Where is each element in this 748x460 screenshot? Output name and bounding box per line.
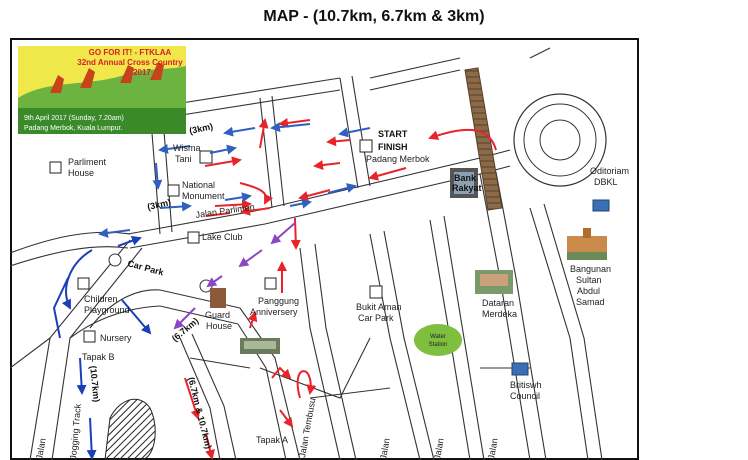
water-station-label-1: Water [430, 334, 446, 340]
label-nursery: Nursery [100, 333, 132, 343]
label-parliment: Parliment [68, 157, 107, 167]
label-finish: FINISH [378, 142, 408, 152]
parliament-house-marker [50, 162, 61, 173]
distance-3km-top: (3km) [188, 121, 214, 136]
dataran-merdeka-picture [475, 270, 513, 294]
label-lake-club: Lake Club [202, 232, 243, 242]
label-jalan-center: Jalan [378, 437, 392, 460]
small-roundabout-left [109, 254, 121, 266]
label-tapak-a: Tapak A [256, 435, 289, 445]
label-bukit-aman: Bukit Aman [356, 302, 402, 312]
label-dataran: Dataran [482, 298, 515, 308]
start-finish-marker [360, 140, 372, 152]
label-abdul: Abdul [577, 286, 601, 296]
label-bangunan: Bangunan [570, 264, 612, 274]
label-tapak-b: Tapak B [82, 352, 115, 362]
label-jalan-tembusu: Jalan Tembusu [297, 397, 318, 459]
label-children: Children [84, 294, 118, 304]
label-jalan-left: Jalan [34, 437, 48, 460]
label-anniversery: Anniversery [250, 307, 298, 317]
lake-club-marker [188, 232, 199, 243]
british-council-marker [512, 363, 528, 375]
children-playground-marker [78, 278, 89, 289]
label-padang-merbok: Padang Merbok [366, 154, 430, 164]
logo-venue: Padang Merbok, Kuala Lumpur. [24, 125, 123, 132]
label-monument: Monument [182, 191, 225, 201]
distance-6-7-10-7km: (6.7km & 10.7km) [186, 376, 214, 450]
label-guard: Guard [205, 310, 231, 320]
label-bukit-car-park: Car Park [358, 313, 394, 323]
label-car-park: Car Park [126, 258, 165, 278]
water-station-label-2: Station [428, 342, 448, 348]
national-monument-marker [168, 185, 179, 196]
distance-6-7km: (6.7km) [169, 315, 201, 344]
water-station [414, 324, 462, 356]
label-house: House [68, 168, 95, 178]
nursery-marker [84, 331, 95, 342]
label-oditoriam: Oditoriam [590, 166, 630, 176]
label-sultan: Sultan [576, 275, 602, 285]
label-tani: Tani [175, 154, 192, 164]
panggung-picture [240, 338, 280, 354]
guard-house-picture [210, 288, 226, 308]
panggung-marker [265, 278, 276, 289]
route-map [10, 38, 640, 460]
logo-line3: 2017 [133, 68, 151, 77]
label-jalan-right: Jalan [432, 437, 446, 460]
logo-date: 9th April 2017 (Sunday, 7.20am) [24, 115, 124, 122]
label-national: National [182, 180, 216, 190]
label-wisma: Wisma [173, 143, 201, 153]
oditoriam-dbkl-marker [593, 200, 609, 211]
map-title: MAP - (10.7km, 6.7km & 3km) [263, 8, 485, 25]
distance-3km-left: (3km) [146, 197, 172, 212]
label-jogging: Jogging Track [68, 403, 83, 460]
logo-line2: 32nd Annual Cross Country [77, 58, 183, 67]
distance-10-7km: (10.7km) [88, 365, 102, 403]
event-logo [18, 46, 186, 134]
label-bank: Bank [454, 173, 477, 183]
label-council: Council [510, 391, 541, 401]
label-playground: Playground [84, 305, 130, 315]
label-panggung: Panggung [258, 296, 300, 306]
logo-line1: GO FOR IT! - FTKLAA [88, 48, 172, 57]
label-guard-house: House [206, 321, 233, 331]
label-merdeka: Merdeka [482, 309, 518, 319]
bukit-aman-marker [370, 286, 382, 298]
label-british: Britiswh [510, 380, 542, 390]
label-dbkl: DBKL [594, 177, 618, 187]
label-samad: Samad [576, 297, 605, 307]
label-jalan-far-right: Jalan [486, 437, 500, 460]
label-rakyat: Rakyat [452, 183, 482, 193]
label-start: START [378, 129, 408, 139]
label-jalan-parlimen: Jalan Parlimen [194, 201, 256, 220]
